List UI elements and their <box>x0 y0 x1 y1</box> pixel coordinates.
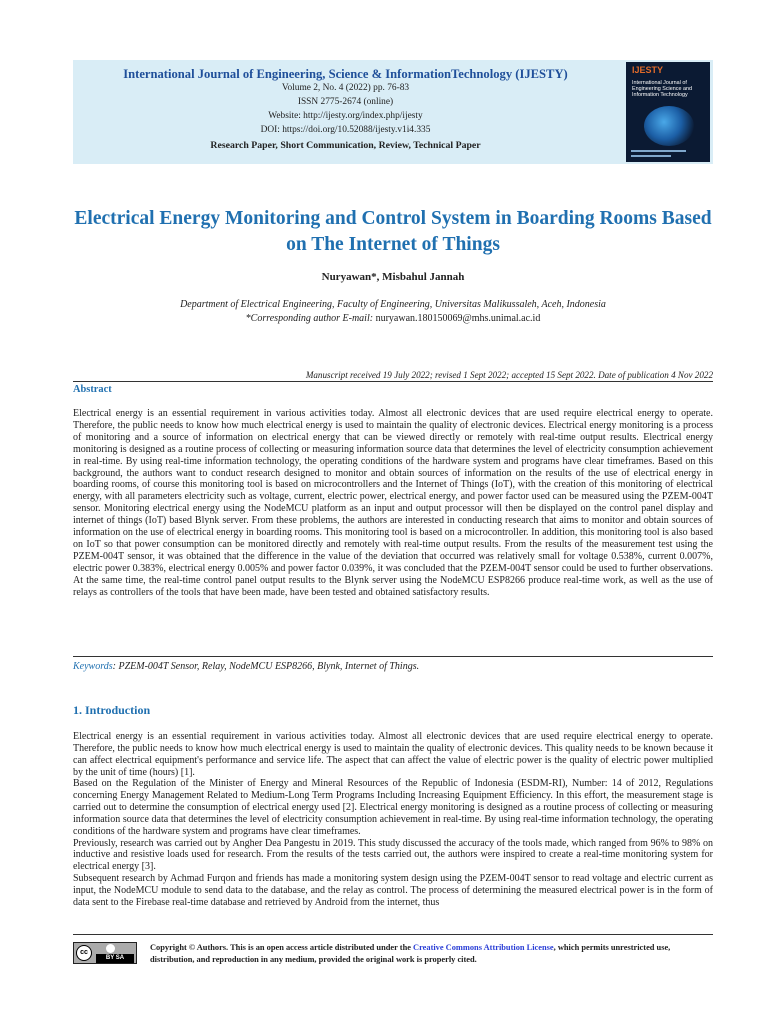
attribution-person-icon <box>106 944 115 953</box>
journal-cover-image <box>626 62 710 162</box>
paragraph: Based on the Regulation of the Minister of Energy and Mineral Resources of the Republic of Indonesia (ESDM-RI), Number: 14 of 2012, Regulations concerning Energy Management Related to Medium-Long Term Programs Including Increasing Equipment Efficiency. In this effort, the measurement stage is carried out to determine the consumption of electrical energy used [2]. Electrical energy monitoring is designed as a routine process of collecting or measuring information source data that determines the level of electricity consumption achievement in real-time. By using real-time information technology, the operating conditions of the hardware system and programs have clear timeframes. <box>73 778 713 837</box>
abstract-body: Electrical energy is an essential requirement in various activities today. Almost all electronic devices that are used require electrical energy to operate. Therefore, the public needs to know how much electrical energy is used to maintain the quality of electronic devices. Electrical energy monitoring is a process of monitoring and a source of information on electrical energy that can be viewed directly or remotely with real-time output results. Electrical energy monitoring is designed as a routine process of collecting or measuring information source data that determines the level of electricity consumption achievement in real-time. By using real-time information technology, the operating conditions of the hardware system and programs have clear timeframes. Based on this background, the authors want to conduct research designed to monitor and obtain sources of information on the results of the use of electrical energy in boarding rooms, of course this monitoring tool is based on microcontrollers and the Internet of Things (IoT), with the creation of this monitoring of electrical energy, with all parameters electricity such as voltage, current, electric power, electrical energy, and power factor used can be measured using the PZEM-004T sensor. Monitoring electrical energy using the NodeMCU platform as an input and output processor will then be displayed on the control panel display and internet of things (IoT) based Blynk server. From these problems, the authors are interested in conducting research that aims to monitor and obtain sources of information on the use of electrical energy in boarding rooms. This monitoring tool is based on a microcontroller. In addition, this monitoring tool is also based on IoT so that power consumption can be monitored directly and remotely with real-time output results. From the results of the measurement test using the PZEM-004T sensor, it was obtained that the difference in the value of the deviation that occurred was relatively small for voltage 0.538%, current 0.007%, electric power 0.383%, electrical energy 0.005% and power factor 0.039%, it was concluded that the PZEM-004T sensor could be used to further observations. At the same time, the real-time control panel output results to the Blynk server using the NodeMCU ESP8266 produce real-time work, as well as the use of relays as controllers of the tools that have been made, have been tested and obtained satisfactory results. <box>73 408 713 598</box>
paper-authors: Nuryawan*, Misbahul Jannah <box>321 271 465 283</box>
manuscript-dates: Manuscript received 19 July 2022; revised 1 Sept 2022; accepted 15 Sept 2022. Date of publication 4 Nov 2022 <box>305 370 713 380</box>
journal-name: International Journal of Engineering, Science & InformationTechnology (IJESTY) <box>123 67 568 81</box>
journal-volume: Volume 2, No. 4 (2022) pp. 76-83 <box>281 83 410 93</box>
affiliation-text: Department of Electrical Engineering, Faculty of Engineering, Universitas Malikussaleh, Aceh, Indonesia <box>180 299 606 310</box>
license-link[interactable]: Creative Commons Attribution License <box>413 943 554 952</box>
corresponding-author <box>73 312 713 326</box>
divider <box>73 656 713 657</box>
keywords <box>73 661 713 672</box>
divider <box>73 381 713 382</box>
author-affiliation <box>73 298 713 326</box>
cover-badge: IJESTY <box>632 65 664 75</box>
journal-website[interactable]: Website: http://ijesty.org/index.php/ijesty <box>268 111 423 121</box>
paragraph: Electrical energy is an essential requirement in various activities today. Almost all electronic devices that are used require electrical energy to operate. Therefore, the public needs to know how much electrical energy is used to maintain the quality of electronic devices. This quality needs to be known because it can affect electrical equipment's performance and service life. The aspect that can affect the value of electric power is the quality of electric power multiplied by the unit of time (hours) [1]. <box>73 731 713 778</box>
section-heading-introduction: 1. Introduction <box>73 703 151 717</box>
paper-types: Research Paper, Short Communication, Review, Technical Paper <box>210 140 481 151</box>
copyright-notice <box>150 942 713 966</box>
cover-decor-line <box>631 150 686 152</box>
footer-divider <box>73 934 713 935</box>
cc-license-icon[interactable] <box>73 942 137 964</box>
introduction-body <box>73 731 713 909</box>
cc-badge-text: BY SA <box>96 954 134 963</box>
keywords-label: Keywords <box>73 661 113 672</box>
cover-title: International Journal of Engineering Science and Information Technology <box>632 80 692 99</box>
paragraph: Previously, research was carried out by Angher Dea Pangestu in 2019. This study discussed the accuracy of the tools made, which ranged from 96% to 98% on inductive and resistive loads used for research. From the results of the tests carried out, the authors were inspired to create a real-time monitoring system for electrical energy [3]. <box>73 837 713 873</box>
copyright-prefix: Copyright © Authors. This is an open access article distributed under the <box>150 943 414 952</box>
paper-title: Electrical Energy Monitoring and Control System in Boarding Rooms Based on The Internet of Things <box>74 208 712 255</box>
copyright-suffix: , which permits unrestricted use, distribution, and reproduction in any medium, provided the original work is properly cited. <box>150 943 671 964</box>
corresponding-email[interactable]: nuryawan.180150069@mhs.unimal.ac.id <box>375 313 541 324</box>
cover-decor-line <box>631 155 671 157</box>
cc-logo-icon: cc <box>76 945 92 961</box>
journal-header <box>73 60 713 164</box>
globe-graphic <box>644 106 694 146</box>
corresponding-label: *Corresponding author E-mail: <box>245 313 374 324</box>
abstract-heading: Abstract <box>73 384 112 395</box>
paragraph: Subsequent research by Achmad Furqon and friends has made a monitoring system design using the PZEM-004T sensor to read voltage and electric current as input, the NodeMCU module to send data to the database, and the relay as control. The process of determining the measured electrical power is in the form of data sent to the Firebase real-time database and retrieved by Android from the internet, thus <box>73 873 713 908</box>
keywords-text: : PZEM-004T Sensor, Relay, NodeMCU ESP8266, Blynk, Internet of Things. <box>112 661 420 672</box>
journal-doi[interactable]: DOI: https://doi.org/10.52088/ijesty.v1i4.335 <box>260 125 431 135</box>
journal-issn: ISSN 2775-2674 (online) <box>297 97 394 107</box>
